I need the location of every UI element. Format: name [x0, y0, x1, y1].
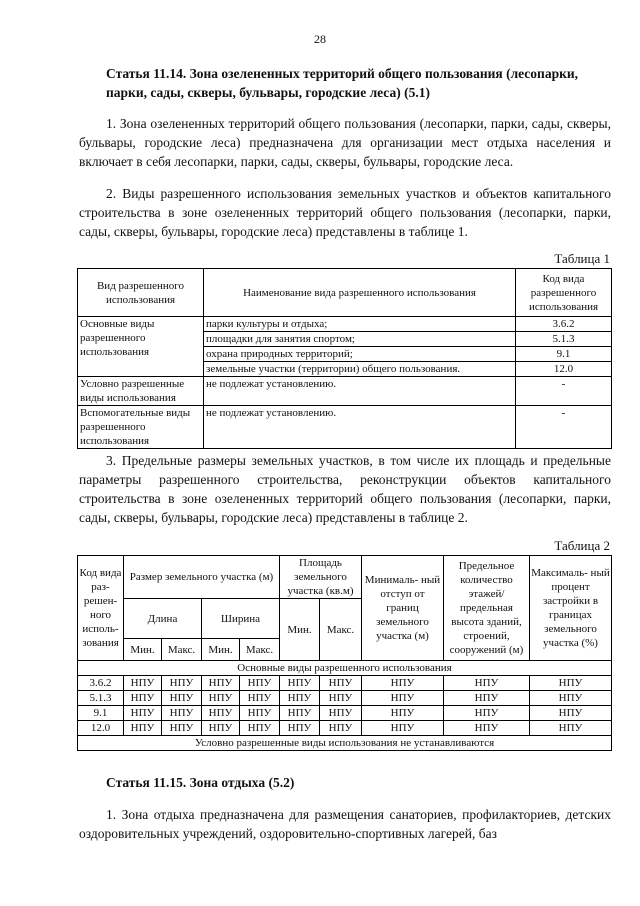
header-floors: Предельное количество этажей/ предельная высота зданий, строений, сооружений (м) — [444, 556, 530, 661]
use-code: 12.0 — [516, 362, 612, 377]
cell: НПУ — [240, 676, 280, 691]
header-width-max: Макс. — [240, 639, 280, 661]
table-2-caption: Таблица 2 — [554, 538, 610, 553]
row-code: 5.1.3 — [78, 691, 124, 706]
cell: НПУ — [202, 706, 240, 721]
cell: НПУ — [444, 691, 530, 706]
cell: НПУ — [362, 721, 444, 736]
use-name: площадки для занятия спортом; — [204, 332, 516, 347]
article-11-15-paragraph-1: 1. Зона отдыха предназначена для размещения санаториев, профилакториев, детских оздоровительных учреждений, оздоровительно-спортивных лагерей, баз — [79, 807, 611, 841]
cell: НПУ — [362, 691, 444, 706]
cell: НПУ — [362, 706, 444, 721]
use-code: 3.6.2 — [516, 317, 612, 332]
use-code: 5.1.3 — [516, 332, 612, 347]
cell: НПУ — [240, 721, 280, 736]
header-plot-area: Площадь земельного участка (кв.м) — [280, 556, 362, 599]
article-11-14-paragraph-2: 2. Виды разрешенного использования земельных участков и объектов капитального строительства в зоне озелененных территорий общего пользования (лесопарки, парки, сады, скверы, бульвары, городские леса) представлены в таблице 1. — [79, 186, 611, 239]
cell: НПУ — [530, 691, 612, 706]
cell: НПУ — [162, 706, 202, 721]
cell: НПУ — [240, 706, 280, 721]
cell: НПУ — [124, 706, 162, 721]
cell: НПУ — [444, 676, 530, 691]
header-area-max: Макс. — [320, 599, 362, 661]
article-11-14-paragraph-3: 3. Предельные размеры земельных участков, в том числе их площадь и предельные параметры разрешенного строительства, реконструкции объектов капитального строительства в зоне озелененных территорий общего пользования (лесопарки, парки, сады, скверы, бульвары, городские леса) представлены в таблице 2. — [79, 453, 611, 525]
table-header-row — [78, 556, 612, 599]
cell: НПУ — [162, 676, 202, 691]
header-code: Код вида раз- решен- ного исполь- зования — [78, 556, 124, 661]
use-name: парки культуры и отдыха; — [204, 317, 516, 332]
header-length-min: Мин. — [124, 639, 162, 661]
section-main-uses: Основные виды разрешенного использования — [78, 661, 612, 676]
cell: НПУ — [124, 676, 162, 691]
cell: НПУ — [320, 691, 362, 706]
cell: НПУ — [444, 706, 530, 721]
cell: НПУ — [162, 721, 202, 736]
table-header-row — [78, 269, 612, 317]
cell: НПУ — [362, 676, 444, 691]
use-code: 9.1 — [516, 347, 612, 362]
row-code: 3.6.2 — [78, 676, 124, 691]
cell: НПУ — [280, 691, 320, 706]
table-1-caption: Таблица 1 — [554, 251, 610, 266]
conditional-uses-text: не подлежат установлению. — [204, 377, 516, 406]
header-plot-size: Размер земельного участка (м) — [124, 556, 280, 599]
auxiliary-uses-label: Вспомогательные виды разрешенного использования — [78, 406, 204, 449]
header-length-max: Макс. — [162, 639, 202, 661]
row-code: 9.1 — [78, 706, 124, 721]
table-row — [78, 706, 612, 721]
table-row — [78, 676, 612, 691]
table-row — [78, 721, 612, 736]
table-row — [78, 691, 612, 706]
cell: НПУ — [124, 721, 162, 736]
header-area-min: Мин. — [280, 599, 320, 661]
cell: НПУ — [280, 676, 320, 691]
cell: НПУ — [444, 721, 530, 736]
header-coverage: Максималь- ный процент застройки в границах земельного участка (%) — [530, 556, 612, 661]
cell: НПУ — [320, 706, 362, 721]
header-setback: Минималь- ный отступ от границ земельного участка (м) — [362, 556, 444, 661]
header-width: Ширина — [202, 599, 280, 639]
conditional-uses-note: Условно разрешенные виды использования не устанавливаются — [78, 736, 612, 751]
page-number: 28 — [314, 32, 326, 46]
header-use-kind: Вид разрешенного использования — [78, 269, 204, 317]
table-row — [78, 317, 612, 332]
table-1 — [77, 268, 612, 449]
main-uses-label: Основные виды разрешенного использования — [78, 317, 204, 377]
cell: НПУ — [530, 676, 612, 691]
table-row — [78, 377, 612, 406]
cell: НПУ — [202, 676, 240, 691]
article-11-15-title: Статья 11.15. Зона отдыха (5.2) — [106, 775, 295, 790]
table-row — [78, 406, 612, 449]
auxiliary-uses-code: - — [516, 406, 612, 449]
header-width-min: Мин. — [202, 639, 240, 661]
cell: НПУ — [320, 676, 362, 691]
use-name: охрана природных территорий; — [204, 347, 516, 362]
conditional-uses-code: - — [516, 377, 612, 406]
conditional-uses-label: Условно разрешенные виды использования — [78, 377, 204, 406]
header-use-code: Код вида разрешенного использования — [516, 269, 612, 317]
cell: НПУ — [124, 691, 162, 706]
article-11-14-title: Статья 11.14. Зона озелененных территорий общего пользования (лесопарки, парки, сады, скверы, бульвары, городские леса) (5.1) — [106, 66, 579, 100]
footer-row — [78, 736, 612, 751]
cell: НПУ — [530, 721, 612, 736]
section-row — [78, 661, 612, 676]
auxiliary-uses-text: не подлежат установлению. — [204, 406, 516, 449]
cell: НПУ — [320, 721, 362, 736]
header-use-name: Наименование вида разрешенного использования — [204, 269, 516, 317]
use-name: земельные участки (территории) общего пользования. — [204, 362, 516, 377]
article-11-14-paragraph-1: 1. Зона озелененных территорий общего пользования (лесопарки, парки, сады, скверы, бульвары, городские леса) предназначена для организации мест отдыха населения и включает в себя лесопарки, парки, сады, скверы, бульвары, городские леса. — [79, 116, 611, 169]
row-code: 12.0 — [78, 721, 124, 736]
cell: НПУ — [202, 721, 240, 736]
table-2 — [77, 555, 612, 751]
cell: НПУ — [280, 706, 320, 721]
cell: НПУ — [240, 691, 280, 706]
cell: НПУ — [530, 706, 612, 721]
cell: НПУ — [202, 691, 240, 706]
cell: НПУ — [280, 721, 320, 736]
header-length: Длина — [124, 599, 202, 639]
cell: НПУ — [162, 691, 202, 706]
